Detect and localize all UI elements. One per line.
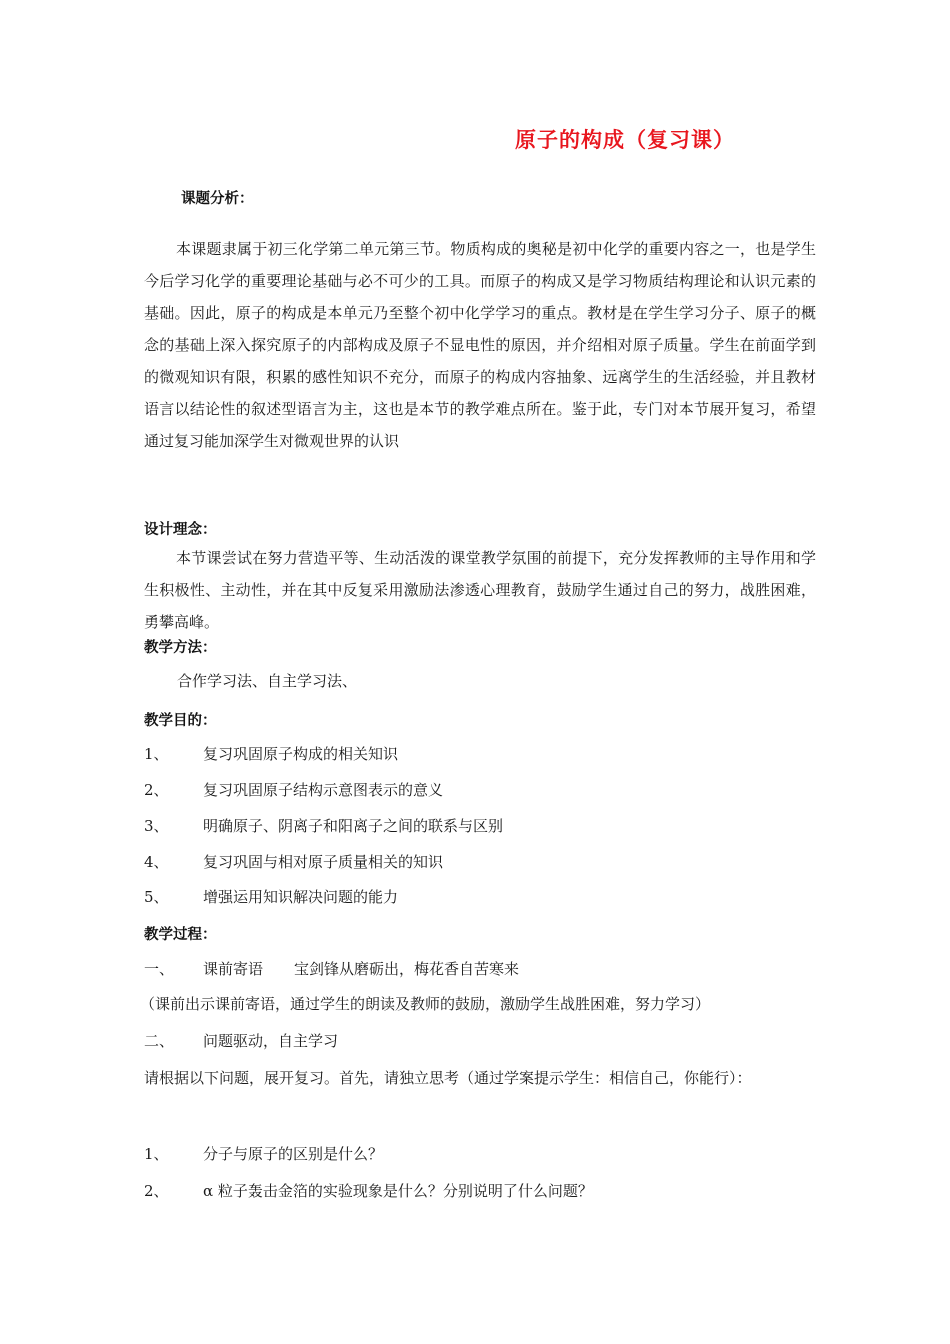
- goal-number: 1、: [144, 745, 169, 763]
- goal-number: 2、: [144, 781, 169, 799]
- goal-number: 4、: [144, 853, 169, 871]
- page-title: 原子的构成（复习课）: [515, 128, 735, 152]
- question-number: 1、: [144, 1145, 169, 1163]
- question-text: 分子与原子的区别是什么？: [203, 1145, 384, 1163]
- step1-label: 课前寄语: [203, 960, 264, 978]
- step1-number: 一、: [144, 960, 175, 978]
- question-number: 2、: [144, 1182, 169, 1200]
- goal-text: 复习巩固与相对原子质量相关的知识: [203, 853, 444, 871]
- paragraph-design: 本节课尝试在努力营造平等、生动活泼的课堂教学氛围的前提下，充分发挥教师的主导作用和学生积极性、主动性，并在其中反复采用激励法渗透心理教育，鼓励学生通过自己的努力，战胜困难，勇攀高峰。: [144, 549, 816, 631]
- heading-analysis: 课题分析：: [181, 191, 254, 207]
- heading-goals: 教学目的：: [144, 713, 217, 729]
- question-text: α 粒子轰击金箔的实验现象是什么？分别说明了什么问题？: [203, 1182, 593, 1200]
- goal-number: 5、: [144, 888, 169, 906]
- heading-method: 教学方法：: [144, 640, 217, 656]
- step2-paragraph: 请根据以下问题，展开复习。首先，请独立思考（通过学案提示学生：相信自己，你能行）：: [144, 1069, 752, 1087]
- heading-process: 教学过程：: [144, 927, 217, 943]
- goal-text: 复习巩固原子结构示意图表示的意义: [203, 781, 444, 799]
- step1-quote: 宝剑锋从磨砺出，梅花香自苦寒来: [294, 960, 520, 978]
- paragraph-analysis: 本课题隶属于初三化学第二单元第三节。物质构成的奥秘是初中化学的重要内容之一，也是学生今后学习化学的重要理论基础与必不可少的工具。而原子的构成又是学习物质结构理论和认识元素的基础。因此，原子的构成是本单元乃至整个初中化学学习的重点。教材是在学生学习分子、原子的概念的基础上深入探究原子的内部构成及原子不显电性的原因，并介绍相对原子质量。学生在前面学到的微观知识有限，积累的感性知识不充分，而原子的构成内容抽象、远离学生的生活经验，并且教材语言以结论性的叙述型语言为主，这也是本节的教学难点所在。鉴于此，专门对本节展开复习，希望通过复习能加深学生对微观世界的认识: [144, 240, 816, 450]
- heading-design: 设计理念：: [144, 522, 217, 538]
- step1-note: （课前出示课前寄语，通过学生的朗读及教师的鼓励，激励学生战胜困难，努力学习）: [140, 995, 711, 1013]
- method-text: 合作学习法、自主学习法、: [177, 672, 358, 690]
- goal-text: 明确原子、阴离子和阳离子之间的联系与区别: [203, 817, 504, 835]
- goal-number: 3、: [144, 817, 169, 835]
- step2-label: 问题驱动，自主学习: [203, 1032, 339, 1050]
- goal-text: 增强运用知识解决问题的能力: [203, 888, 399, 906]
- goal-text: 复习巩固原子构成的相关知识: [203, 745, 399, 763]
- step2-number: 二、: [144, 1032, 175, 1050]
